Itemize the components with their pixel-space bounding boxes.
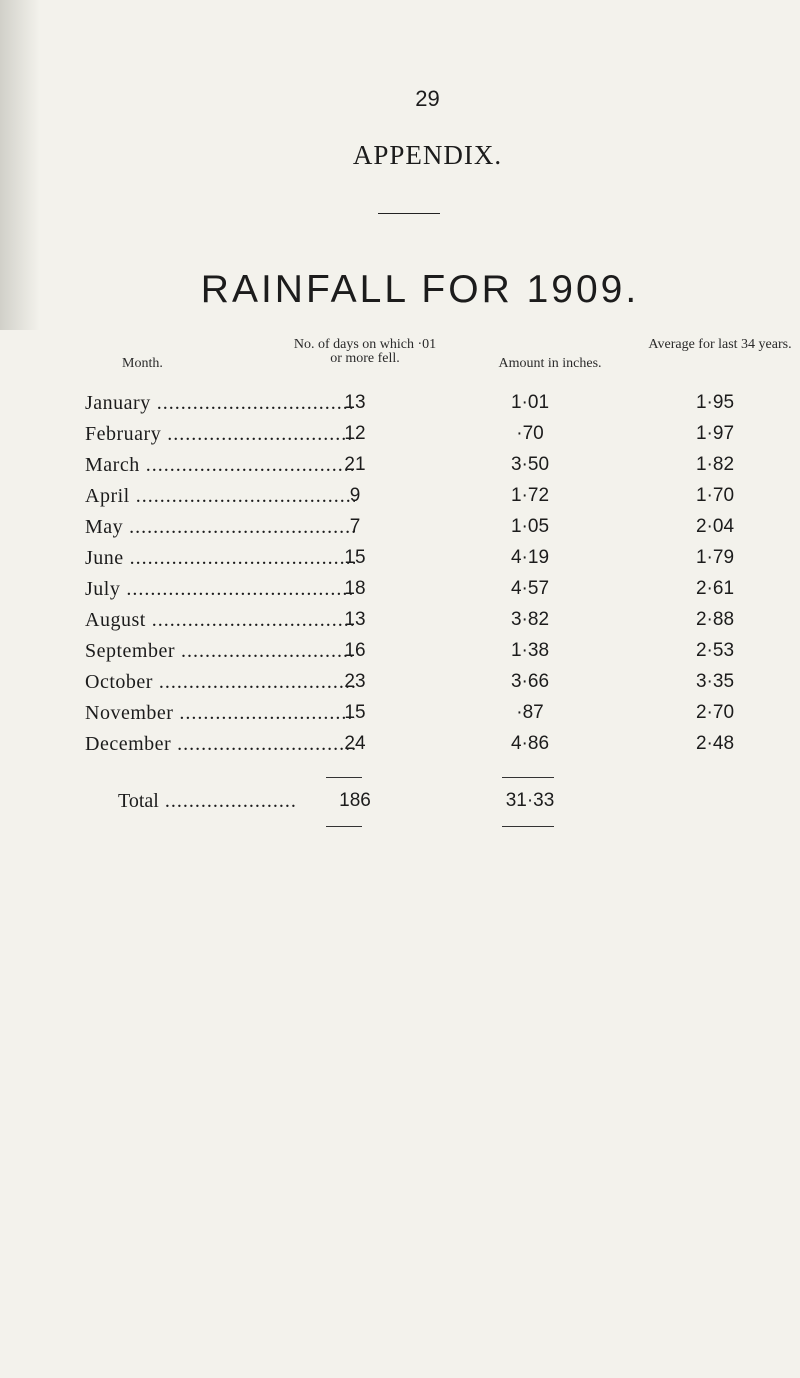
amount-cell: 1·72: [510, 485, 550, 506]
total-label: Total .....: [118, 790, 298, 813]
month-cell: March .....: [85, 454, 355, 477]
days-cell: 18: [344, 578, 366, 599]
average-cell: 1·95: [695, 392, 735, 413]
days-cell: 21: [344, 454, 366, 475]
page-number: 29: [415, 86, 440, 111]
amount-cell: 4·19: [510, 547, 550, 568]
total-days: 186: [339, 790, 371, 811]
days-cell: 16: [344, 640, 366, 661]
total-amount: 31·33: [505, 790, 555, 811]
total-rule-days-top: [326, 777, 362, 778]
month-cell: September .....: [85, 640, 355, 663]
total-rule-amount-bottom: [502, 826, 554, 827]
month-cell: April .....: [85, 485, 355, 508]
month-cell: June .....: [85, 547, 355, 570]
amount-cell: ·87: [516, 702, 544, 723]
table-row: [0, 671, 800, 701]
amount-cell: 4·57: [510, 578, 550, 599]
month-cell: May .....: [85, 516, 355, 539]
average-cell: 1·70: [695, 485, 735, 506]
table-row: [0, 423, 800, 453]
average-cell: 3·35: [695, 671, 735, 692]
title-divider: [378, 213, 440, 214]
average-cell: 2·48: [695, 733, 735, 754]
amount-cell: 3·82: [510, 609, 550, 630]
header-amount: Amount in inches.: [498, 356, 602, 371]
average-cell: 1·82: [695, 454, 735, 475]
month-cell: December .....: [85, 733, 355, 756]
appendix-title: APPENDIX.: [352, 140, 503, 170]
amount-cell: ·70: [516, 423, 544, 444]
table-row: [0, 547, 800, 577]
average-cell: 2·70: [695, 702, 735, 723]
month-cell: January .....: [85, 392, 355, 415]
amount-cell: 1·05: [510, 516, 550, 537]
average-cell: 2·04: [695, 516, 735, 537]
amount-cell: 1·38: [510, 640, 550, 661]
table-row: [0, 733, 800, 763]
month-cell: February .....: [85, 423, 355, 446]
header-days: No. of days on which ·01 or more fell.: [293, 337, 437, 366]
month-cell: November .....: [85, 702, 355, 725]
table-row: [0, 485, 800, 515]
table-row: [0, 609, 800, 639]
days-cell: 15: [344, 702, 366, 723]
days-cell: 7: [349, 516, 361, 537]
days-cell: 24: [344, 733, 366, 754]
average-cell: 1·79: [695, 547, 735, 568]
table-row: [0, 702, 800, 732]
days-cell: 12: [344, 423, 366, 444]
table-row: [0, 516, 800, 546]
amount-cell: 3·50: [510, 454, 550, 475]
total-row: [0, 790, 800, 820]
amount-cell: 4·86: [510, 733, 550, 754]
month-cell: July .....: [85, 578, 355, 601]
days-cell: 15: [344, 547, 366, 568]
total-rule-days-bottom: [326, 826, 362, 827]
amount-cell: 1·01: [510, 392, 550, 413]
average-cell: 2·88: [695, 609, 735, 630]
month-cell: October .....: [85, 671, 355, 694]
average-cell: 1·97: [695, 423, 735, 444]
header-month: Month.: [122, 356, 163, 371]
average-cell: 2·61: [695, 578, 735, 599]
table-row: [0, 578, 800, 608]
total-rule-amount-top: [502, 777, 554, 778]
table-row: [0, 454, 800, 484]
table-row: [0, 392, 800, 422]
month-cell: August .....: [85, 609, 355, 632]
days-cell: 13: [344, 392, 366, 413]
days-cell: 9: [349, 485, 361, 506]
amount-cell: 3·66: [510, 671, 550, 692]
days-cell: 13: [344, 609, 366, 630]
table-title: RAINFALL FOR 1909.: [200, 268, 640, 311]
header-average: Average for last 34 years.: [648, 337, 792, 352]
average-cell: 2·53: [695, 640, 735, 661]
table-row: [0, 640, 800, 670]
days-cell: 23: [344, 671, 366, 692]
